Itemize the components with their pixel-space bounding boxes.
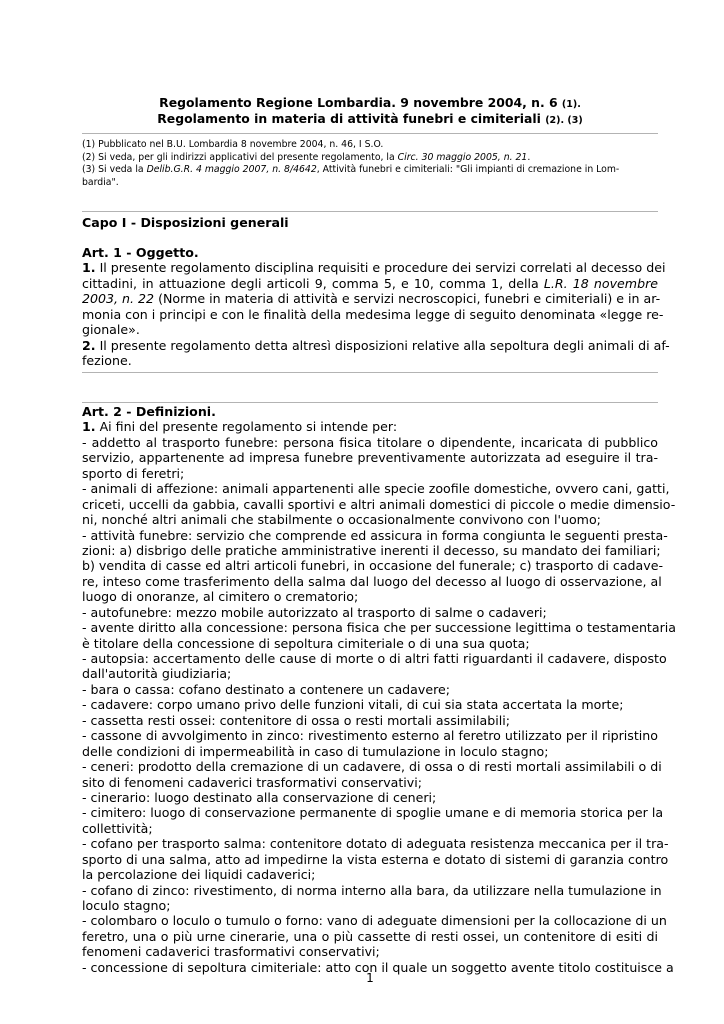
definition-line: delle condizioni di impermeabilità in caso di tumulazione in loculo stagno;	[82, 743, 549, 759]
footnotes	[82, 139, 658, 189]
title-footnote-ref-2: (2). (3)	[545, 115, 583, 126]
definition-line: - ceneri: prodotto della cremazione di un cadavere, di ossa o di resti mortali assimilabili o di	[82, 759, 662, 775]
definition-line: - autofunebre: mezzo mobile autorizzato al trasporto di salme o cadaveri;	[82, 604, 547, 620]
footnote-1: (1) Pubblicato nel B.U. Lombardia 8 novembre 2004, n. 46, I S.O.	[82, 139, 384, 150]
definition-line: feretro, una o più urne cinerarie, una o più cassette di resti ossei, un contenitore di esiti di	[82, 928, 658, 944]
definition-line: - cassetta resti ossei: contenitore di ossa o resti mortali assimilabili;	[82, 712, 510, 728]
divider	[82, 133, 658, 134]
definition-line: - colombaro o loculo o tumulo o forno: vano di adeguate dimensioni per la collocazione di un	[82, 913, 667, 929]
definition-line: zioni: a) disbrigo delle pratiche amministrative inerenti il decesso, su mandato dei familiari;	[82, 542, 661, 558]
definition-line: - cofano di zinco: rivestimento, di norma interno alla bara, da utilizzare nella tumulazione in	[82, 882, 662, 898]
footnote-2: (2) Si veda, per gli indirizzi applicativi del presente regolamento, la Circ. 30 maggio 2005, n. 21.	[82, 151, 531, 163]
definition-line: ni, nonché altri animali che stabilmente o occasionalmente convivono con l'uomo;	[82, 512, 601, 528]
divider	[82, 211, 658, 212]
title-line-1: Regolamento Regione Lombardia. 9 novembre 2004, n. 6 (1).	[159, 95, 581, 110]
definition-line: re, inteso come trasferimento della salma dal luogo del decesso al luogo di osservazione, al	[82, 573, 662, 589]
definition-line: - cinerario: luogo destinato alla conservazione di ceneri;	[82, 789, 437, 805]
definition-line: servizio, appartenente ad impresa funebre preventivamente autorizzata ad eseguire il tra-	[82, 450, 658, 466]
definition-line: - avente diritto alla concessione: persona fisica che per successione legittima o testamentaria	[82, 620, 676, 636]
text-line: monia con i principi e con le finalità della medesima legge di seguito denominata «legge re-	[82, 306, 664, 322]
footnote-3-cont: bardia".	[82, 176, 119, 188]
title-footnote-ref-1: (1).	[561, 99, 581, 110]
definition-line: - bara o cassa: cofano destinato a contenere un cadavere;	[82, 681, 450, 697]
definition-line: è titolare della concessione di sepoltura cimiteriale o di una sua quota;	[82, 635, 530, 651]
text-line: cittadini, in attuazione degli articoli 9, comma 5, e 10, comma 1, della L.R. 18 novembre	[82, 275, 658, 291]
definition-line: luogo di onoranze, al cimitero o crematorio;	[82, 589, 359, 605]
definition-line: la percolazione dei liquidi cadaverici;	[82, 867, 316, 883]
text-line: 1. Il presente regolamento disciplina requisiti e procedure dei servizi correlati al decesso dei	[82, 260, 666, 276]
title-line-2: Regolamento in materia di attività funebri e cimiteriali (2). (3)	[157, 111, 583, 126]
definitions-list	[82, 434, 676, 975]
definition-line: - animali di affezione: animali appartenenti alle specie zoofile domestiche, ovvero cani, gatti,	[82, 481, 670, 497]
definition-line: dall'autorità giudiziaria;	[82, 666, 232, 682]
definition-line: sito di fenomeni cadaverici trasformativi conservativi;	[82, 774, 422, 790]
definition-line: loculo stagno;	[82, 898, 171, 913]
footnote-3: (3) Si veda la Delib.G.R. 4 maggio 2007, n. 8/4642, Attività funebri e cimiteriali: "Gli impianti di cremazione in Lom-	[82, 164, 620, 176]
definition-line: - addetto al trasporto funebre: persona fisica titolare o dipendente, incaricata di pubblico	[82, 434, 658, 450]
definition-line: - cadavere: corpo umano privo delle funzioni vitali, di cui sia stata accertata la morte;	[82, 697, 624, 713]
definition-line: - cassone di avvolgimento in zinco: rivestimento esterno al feretro utilizzato per il ripristino	[82, 728, 658, 744]
chapter-heading: Capo I - Disposizioni generali	[82, 215, 289, 230]
definition-line: sporto di feretri;	[82, 465, 185, 481]
article-1	[82, 245, 670, 369]
article-2-heading: Art. 2 - Definizioni.	[82, 404, 216, 419]
divider	[82, 402, 658, 403]
definition-line: fenomeni cadaverici trasformativi conservativi;	[82, 944, 380, 960]
text-line: 2003, n. 22 (Norme in materia di attività e servizi necroscopici, funebri e cimiteriali) e in ar-	[82, 291, 661, 307]
text-line: 1. Ai fini del presente regolamento si intende per:	[82, 419, 398, 435]
definition-line: - attività funebre: servizio che comprende ed assicura in forma congiunta le seguenti presta-	[82, 527, 668, 543]
article-1-heading: Art. 1 - Oggetto.	[82, 245, 199, 260]
text-line: 2. Il presente regolamento detta altresì disposizioni relative alla sepoltura degli animali di af-	[82, 337, 670, 353]
definition-line: - cofano per trasporto salma: contenitore dotato di adeguata resistenza meccanica per il tra-	[82, 836, 669, 852]
definition-line: - autopsia: accertamento delle cause di morte o di altri fatti riguardanti il cadavere, disposto	[82, 651, 667, 666]
definition-line: criceti, uccelli da gabbia, cavalli sportivi e altri animali domestici di piccole o medie dimensio-	[82, 496, 676, 512]
definition-line: sporto di una salma, atto ad impedirne la vista esterna e dotato di sistemi di garanzia contro	[82, 851, 669, 867]
definition-line: - cimitero: luogo di conservazione permanente di spoglie umane e di memoria storica per la	[82, 805, 664, 821]
divider	[82, 372, 658, 373]
definition-line: - concessione di sepoltura cimiteriale: atto con il quale un soggetto avente titolo costituisce a	[82, 959, 674, 975]
definition-line: collettività;	[82, 820, 153, 836]
text-line: gionale».	[82, 322, 140, 338]
article-2	[82, 404, 676, 975]
page-number: 1	[366, 971, 374, 985]
text-line: fezione.	[82, 353, 132, 369]
definition-line: b) vendita di casse ed altri articoli funebri, in occasione del funerale; c) trasporto di cadave-	[82, 558, 664, 574]
